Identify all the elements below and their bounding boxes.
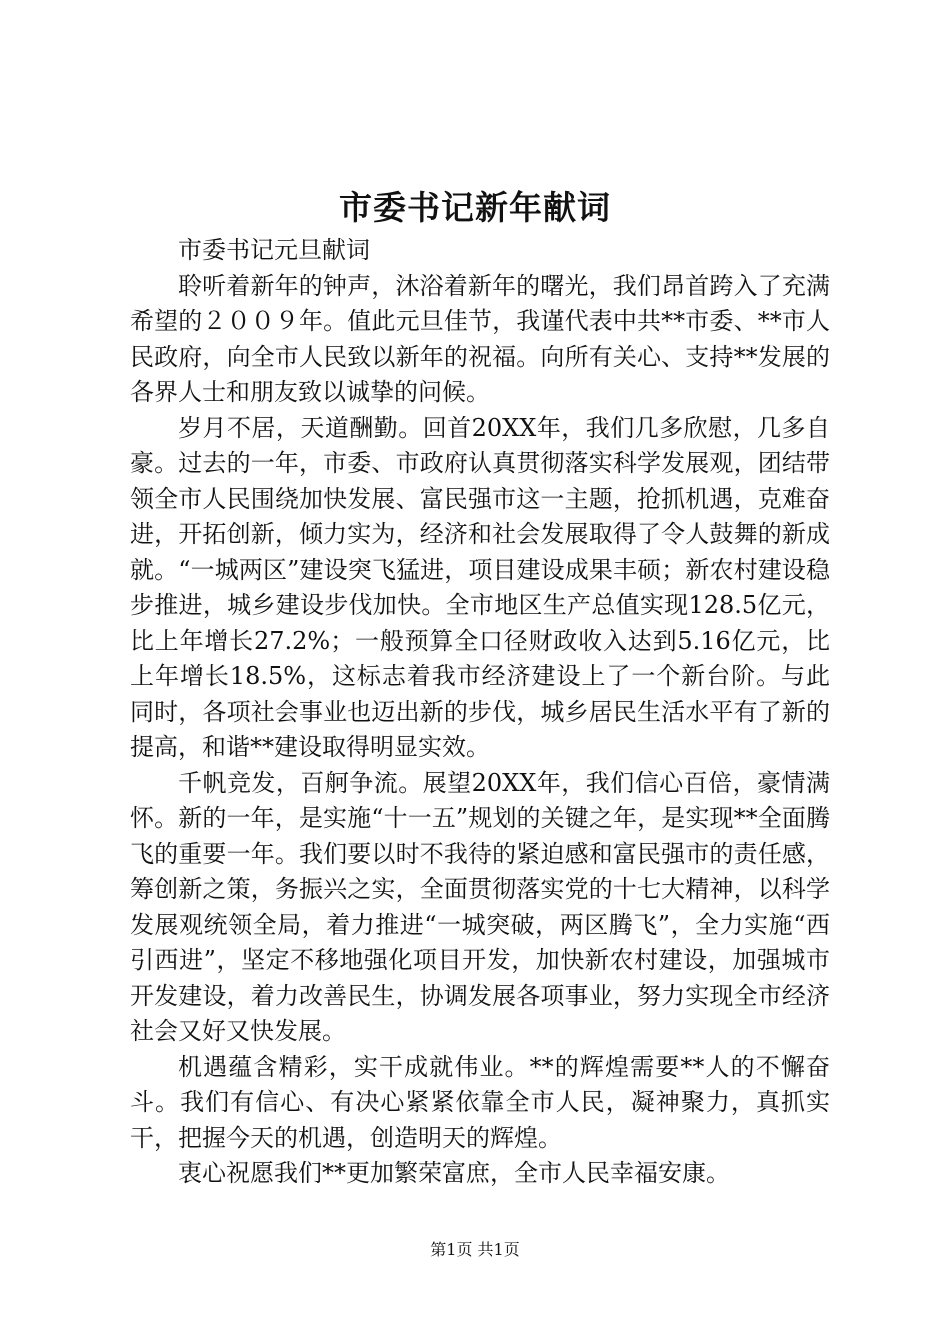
page-footer: 第1页 共1页 (430, 1240, 520, 1259)
document-body (130, 233, 830, 1192)
paragraph-outlook: 千帆竞发，百舸争流。展望20XX年，我们信心百倍，豪情满怀。新的一年，是实施“十一五”规划的关键之年，是实现**全面腾飞的重要一年。我们要以时不我待的紧迫感和富民强市的责任感，筹创新之策，务振兴之实，全面贯彻落实党的十七大精神，以科学发展观统领全局，着力推进“一城突破，两区腾飞”，全力实施“西引西进”，坚定不移地强化项目开发，加快新农村建设，加强城市开发建设，着力改善民生，协调发展各项事业，努力实现全市经济社会又好又快发展。 (130, 768, 830, 1045)
paragraph-wishes: 衷心祝愿我们**更加繁荣富庶，全市人民幸福安康。 (178, 1159, 730, 1187)
paragraph-greeting: 聆听着新年的钟声，沐浴着新年的曙光，我们昂首跨入了充满希望的２００９年。值此元旦佳节，我谨代表中共**市委、**市人民政府，向全市人民致以新年的祝福。向所有关心、支持**发展的各界人士和朋友致以诚挚的问候。 (130, 271, 830, 406)
paragraph-opportunity: 机遇蕴含精彩，实干成就伟业。**的辉煌需要**人的不懈奋斗。我们有信心、有决心紧紧依靠全市人民，凝神聚力，真抓实干，把握今天的机遇，创造明天的辉煌。 (130, 1052, 830, 1152)
paragraph-review: 岁月不居，天道酬勤。回首20XX年，我们几多欣慰，几多自豪。过去的一年，市委、市政府认真贯彻落实科学发展观，团结带领全市人民围绕加快发展、富民强市这一主题，抢抓机遇，克难奋进，开拓创新，倾力实为，经济和社会发展取得了令人鼓舞的新成就。“一城两区”建设突飞猛进，项目建设成果丰硕；新农村建设稳步推进，城乡建设步伐加快。全市地区生产总值实现128.5亿元，比上年增长27.2%；一般预算全口径财政收入达到5.16亿元，比上年增长18.5%，这标志着我市经济建设上了一个新台阶。与此同时，各项社会事业也迈出新的步伐，城乡居民生活水平有了新的提高，和谐**建设取得明显实效。 (130, 413, 830, 761)
document-title: 市委书记新年献词 (339, 188, 611, 227)
paragraph-subtitle: 市委书记元旦献词 (178, 236, 370, 264)
